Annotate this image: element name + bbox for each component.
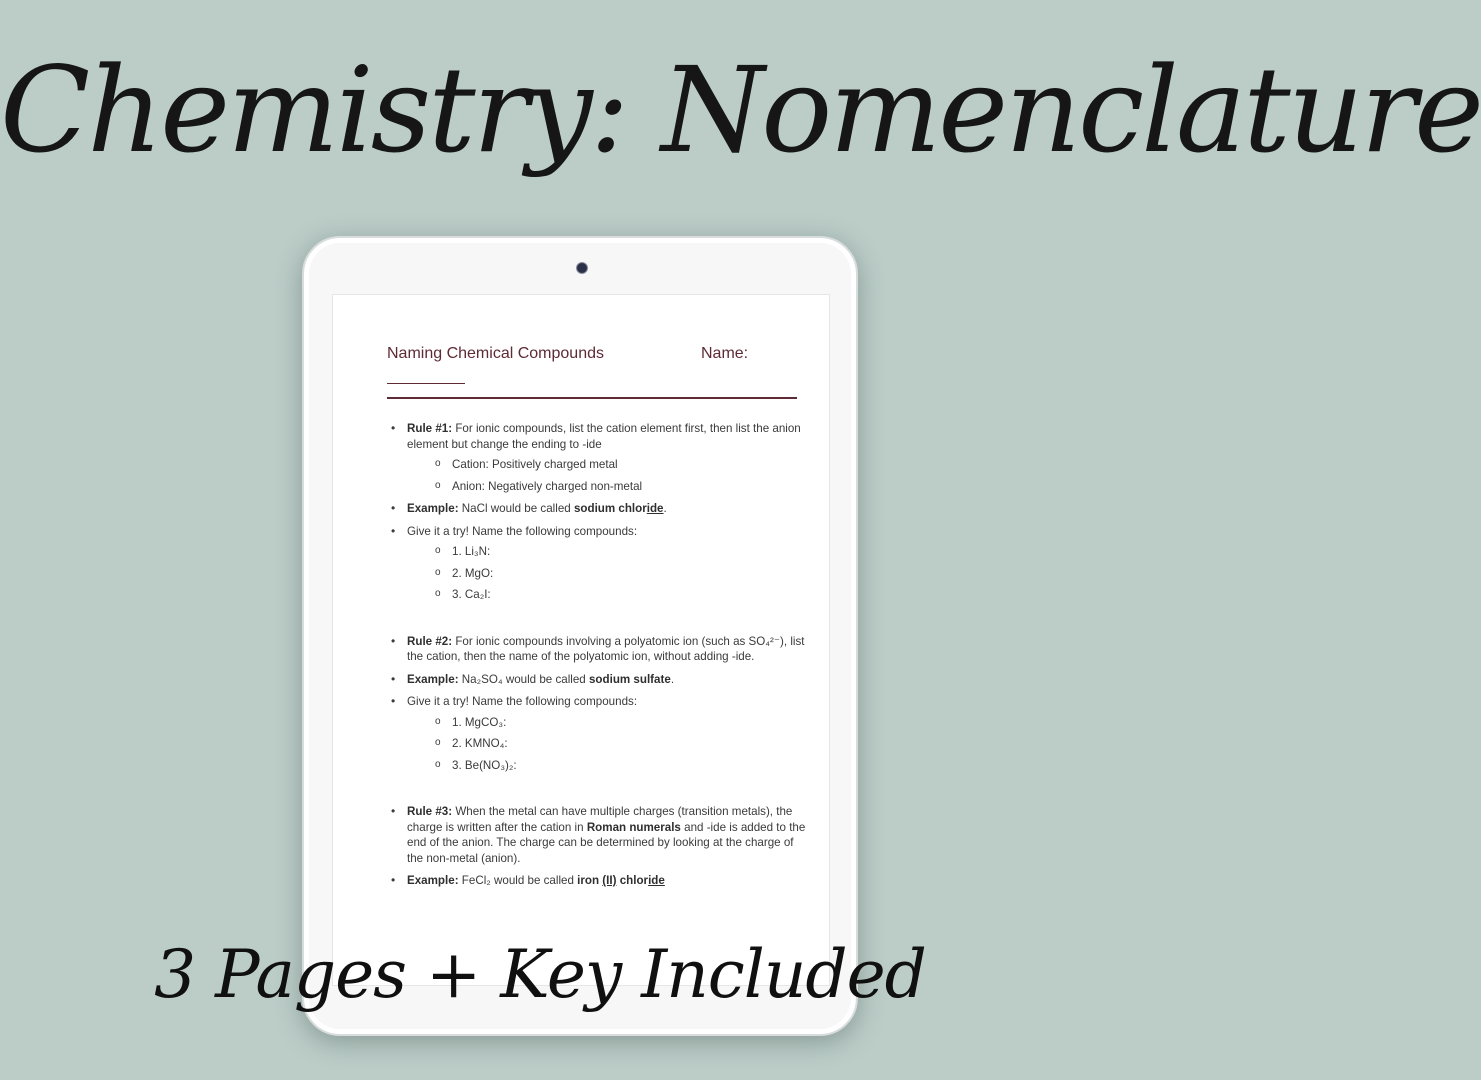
example-2-text: Na₂SO₄ would be called: [461, 672, 586, 686]
example-2-answer: sodium sulfate: [588, 672, 671, 686]
spacer: [387, 780, 807, 804]
list-item: o Cation: Positively charged metal: [407, 457, 807, 473]
list-item: o 1. MgCO₃:: [407, 715, 807, 731]
rule-3: [387, 804, 807, 866]
example-1-period: .: [663, 502, 667, 515]
example-2: [387, 672, 807, 688]
rule-3-label: Rule #3:: [407, 805, 453, 818]
example-1-suffix: ide: [646, 502, 664, 515]
try-1-text: Give it a try! Name the following compounds:: [407, 524, 638, 538]
list-item: o 1. Li₃N:: [407, 544, 807, 560]
list-item: o 3. Be(NO₃)₂:: [407, 758, 807, 774]
rule-3-bold: Roman numerals: [586, 820, 681, 834]
rule-3-text-end: and -ide is added to the end of the anion. The charge can be determined by looking at the charge of the non-metal (anion).: [407, 820, 806, 865]
example-3: [387, 873, 807, 889]
try-2-text: Give it a try! Name the following compounds:: [407, 695, 638, 708]
list-item: o 3. Ca₂I:: [407, 587, 807, 603]
example-1-text: NaCl would be called: [461, 502, 571, 515]
document-title: Naming Chemical Compounds: [387, 345, 604, 362]
example-3-charge: (II): [602, 874, 617, 887]
headline: Chemistry: Nomenclature: [0, 41, 1481, 179]
rule-1-sublist: [407, 457, 807, 494]
camera-icon: [576, 262, 588, 274]
document-body: [387, 421, 807, 896]
example-2-period: .: [670, 672, 675, 686]
footer-banner: 3 Pages + Key Included: [154, 936, 926, 1013]
spacer: [387, 610, 807, 634]
try-1-sublist: [407, 544, 807, 603]
rule-2-label: Rule #2:: [407, 634, 453, 648]
rule-2-list: [387, 634, 807, 774]
rule-2-text: For ionic compounds involving a polyatomic ion (such as SO₄²⁻), list the cation, then the name of the polyatomic ion, without adding -ide.: [407, 634, 805, 663]
rule-2: [387, 634, 807, 665]
rule-1: [387, 421, 807, 494]
tablet-screen: [332, 294, 830, 986]
list-item: o 2. KMNO₄:: [407, 736, 807, 752]
rule-1-text: For ionic compounds, list the cation element first, then list the anion element but change the ending to -ide: [407, 422, 801, 451]
example-3-suffix: ide: [648, 874, 665, 887]
example-3-answer: iron: [577, 874, 600, 887]
list-item: o 2. MgO:: [407, 566, 807, 582]
rule-3-text: When the metal can have multiple charges (transition metals), the charge is written after the cation in: [407, 805, 793, 834]
try-2-sublist: [407, 715, 807, 774]
name-blank-line: [387, 369, 465, 384]
rule-3-list: [387, 804, 807, 889]
header-divider: [387, 397, 797, 399]
example-1: [387, 501, 807, 517]
example-1-label: Example:: [407, 502, 459, 515]
try-1: [387, 524, 807, 603]
rule-1-list: [387, 421, 807, 603]
rule-1-label: Rule #1:: [407, 422, 453, 435]
try-2: [387, 694, 807, 773]
name-label: Name:: [701, 345, 749, 362]
example-3-anion: chlor: [619, 874, 649, 887]
example-1-answer: sodium chlor: [573, 502, 647, 515]
example-3-label: Example:: [407, 874, 459, 887]
example-2-label: Example:: [407, 672, 459, 686]
list-item: o Anion: Negatively charged non-metal: [407, 479, 807, 495]
example-3-text: FeCl₂ would be called: [461, 874, 574, 887]
